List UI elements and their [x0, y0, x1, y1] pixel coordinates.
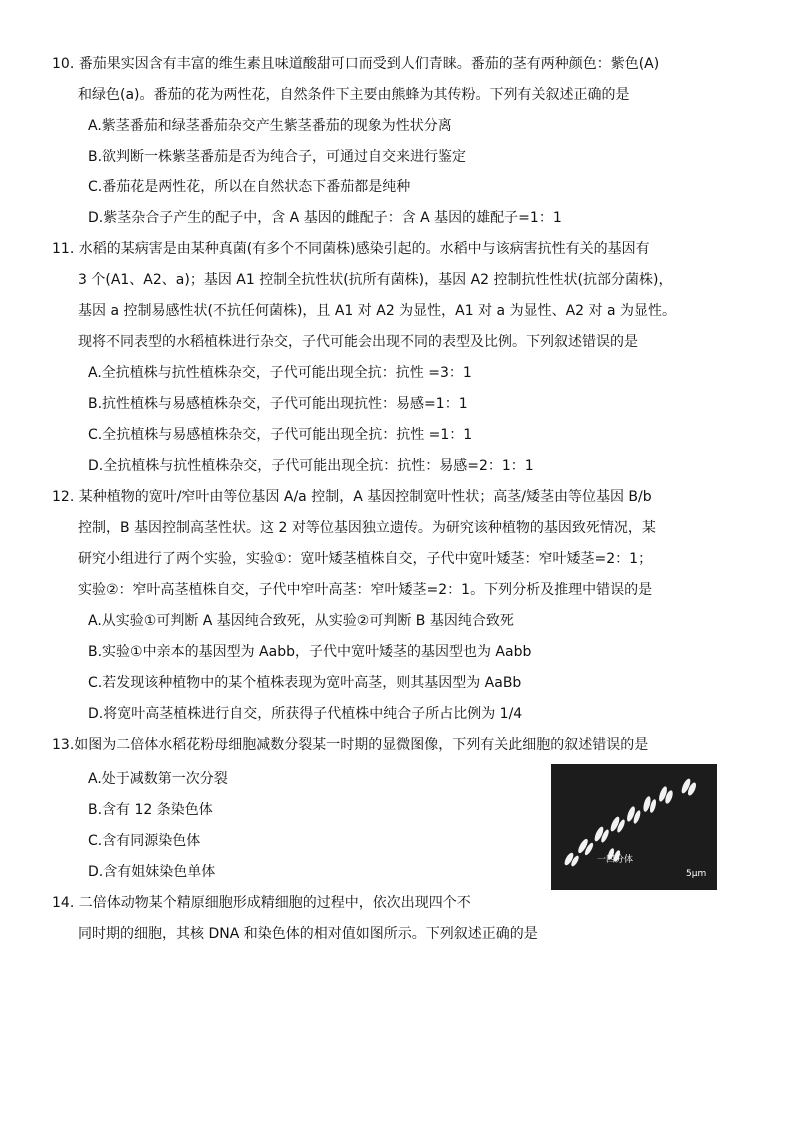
q11-option-a: A.全抗植株与抗性植株杂交，子代可能出现全抗：抗性 =3：1: [88, 365, 472, 381]
scale-bar-label: 5μm: [686, 869, 707, 879]
q12-stem-line-3: 研究小组进行了两个实验，实验①：宽叶矮茎植株自交，子代中宽叶矮茎：窄叶矮茎=2：1；: [78, 551, 653, 567]
q13-option-c: C.含有同源染色体: [88, 833, 201, 849]
q11-stem-line-3: 基因 a 控制易感性状(不抗任何菌株)，且 A1 对 A2 为显性，A1 对 a 为显性、A2 对 a 为显性。: [78, 303, 676, 319]
micrograph-chromosomes: [551, 764, 717, 890]
q12-stem-line-1: 12. 某种植物的宽叶/窄叶由等位基因 A/a 控制，A 基因控制宽叶性状；高茎/矮茎由等位基因 B/b: [52, 489, 652, 505]
q11-option-d: D.全抗植株与抗性植株杂交，子代可能出现全抗：抗性：易感=2：1：1: [88, 458, 534, 474]
q14-stem-line-2: 同时期的细胞，其核 DNA 和染色体的相对值如图所示。下列叙述正确的是: [78, 926, 538, 942]
q14-stem-line-1: 14. 二倍体动物某个精原细胞形成精细胞的过程中，依次出现四个不: [52, 895, 471, 911]
q13-option-d: D.含有姐妹染色单体: [88, 864, 216, 880]
q10-option-a: A.紫茎番茄和绿茎番茄杂交产生紫茎番茄的现象为性状分离: [88, 118, 452, 134]
q12-option-d: D.将宽叶高茎植株进行自交，所获得子代植株中纯合子所占比例为 1/4: [88, 706, 523, 722]
q10-option-d: D.紫茎杂合子产生的配子中，含 A 基因的雌配子：含 A 基因的雄配子=1：1: [88, 210, 562, 226]
q10-option-c: C.番茄花是两性花，所以在自然状态下番茄都是纯种: [88, 179, 411, 195]
q10-stem-line-2: 和绿色(a)。番茄的花为两性花，自然条件下主要由熊蜂为其传粉。下列有关叙述正确的是: [78, 87, 630, 103]
q11-stem-line-1: 11. 水稻的某病害是由某种真菌(有多个不同菌株)感染引起的。水稻中与该病害抗性有关的基因有: [52, 241, 650, 257]
q13-option-a: A.处于减数第一次分裂: [88, 771, 228, 787]
q12-stem-line-4: 实验②：窄叶高茎植株自交，子代中窄叶高茎：窄叶矮茎=2：1。下列分析及推理中错误的是: [78, 582, 653, 598]
q11-option-c: C.全抗植株与易感植株杂交，子代可能出现全抗：抗性 =1：1: [88, 427, 473, 443]
tetrad-label: 一四分体: [597, 855, 634, 865]
q12-option-a: A.从实验①可判断 A 基因纯合致死，从实验②可判断 B 基因纯合致死: [88, 613, 514, 629]
micrograph-image: [551, 764, 717, 890]
q12-option-b: B.实验①中亲本的基因型为 Aabb，子代中宽叶矮茎的基因型也为 Aabb: [88, 644, 532, 660]
q11-option-b: B.抗性植株与易感植株杂交，子代可能出现抗性：易感=1：1: [88, 396, 468, 412]
q13-stem-line-1: 13.如图为二倍体水稻花粉母细胞减数分裂某一时期的显微图像，下列有关此细胞的叙述错误的是: [52, 737, 649, 753]
q13-option-b: B.含有 12 条染色体: [88, 802, 213, 818]
q11-stem-line-2: 3 个(A1、A2、a)；基因 A1 控制全抗性状(抗所有菌株)，基因 A2 控制抗性性状(抗部分菌株)，: [78, 272, 673, 288]
q10-stem-line-1: 10. 番茄果实因含有丰富的维生素且味道酸甜可口而受到人们青睐。番茄的茎有两种颜色：紫色(A): [52, 56, 660, 72]
q12-option-c: C.若发现该种植物中的某个植株表现为宽叶高茎，则其基因型为 AaBb: [88, 675, 522, 691]
q12-stem-line-2: 控制，B 基因控制高茎性状。这 2 对等位基因独立遗传。为研究该种植物的基因致死情况，某: [78, 520, 656, 536]
q11-stem-line-4: 现将不同表型的水稻植株进行杂交，子代可能会出现不同的表型及比例。下列叙述错误的是: [78, 334, 638, 350]
q10-option-b: B.欲判断一株紫茎番茄是否为纯合子，可通过自交来进行鉴定: [88, 149, 467, 165]
